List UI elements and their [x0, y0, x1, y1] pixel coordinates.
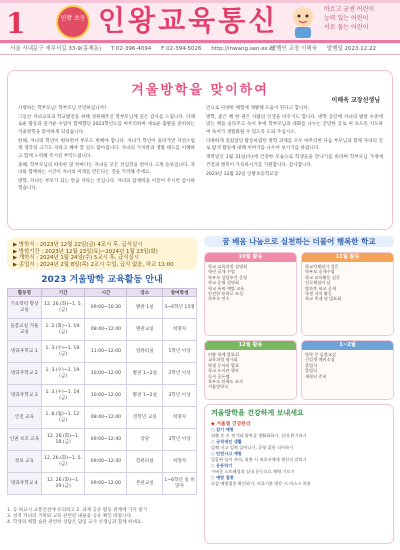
table-cell: 1~6학년 일 희망자: [163, 473, 197, 495]
health-tip-heading: ○ 예방 접종: [211, 475, 234, 480]
health-subtitle: ◆ 겨울철 건강관리: [211, 422, 251, 427]
activity-item: 겨울방학식: [208, 384, 229, 390]
activity-block-label: 11월 활동: [302, 253, 393, 262]
health-body: [211, 427, 389, 487]
table-cell: 12. 26.(화)~1. 5.(금): [41, 451, 85, 473]
header-bottom-stripe: [0, 40, 400, 43]
table-cell: 08:40~12:40: [85, 407, 127, 429]
date-line: ▶ 방학식 : 2023년 12월 22일(금) 4교시 후, 급식실시: [13, 242, 143, 248]
activity-block: [204, 340, 297, 400]
article-paragraph: 방학, 좋은 책 한 권은 사람의 인생을 바꾸기도 합니다. 방학 동안에 자녀의 발달 수준에 맞는 책을 골라주고 독서 후에 학부모님과 대화를 나누는 간단한 글로 써 보도록 지도하여 독서가 생활화될 수 있도록 도와 주십시오.: [206, 115, 383, 135]
activity-item: 학년 공개 수업: [208, 269, 235, 275]
table-cell: 별관 1~2실: [127, 385, 163, 407]
activity-item: 교육과정 평가회: [208, 357, 238, 363]
activities-grid: [204, 252, 394, 402]
activity-list: [302, 350, 393, 381]
activity-item: 인왕 학예 발표회: [208, 352, 239, 357]
activity-item: 새학년 준비: [305, 373, 327, 379]
table-cell: 별관 1~2실: [127, 363, 163, 385]
schedule-header-row: [8, 289, 197, 297]
health-tip: [211, 439, 389, 451]
article-paragraph: 올해, 학부모님의 따뜻한 말 한마디는 자녀들 모든 선입견을 벗어나 크게 돋보입니다. 자녀와 함께하는 시간이 자녀의 미래를 만든다는 것을 기억해 주세요.: [18, 162, 195, 176]
article-right-column: [206, 105, 383, 225]
table-cell: 12. 26.(화)~1. 19.(금): [41, 429, 85, 451]
table-cell: 1. 3.(수)~1. 19.(금): [41, 341, 85, 363]
table-cell: 방과후학교 2: [8, 363, 42, 385]
activity-item: 학생 동아리 발표: [208, 362, 239, 368]
header-infobar: [0, 44, 400, 55]
activity-item: 학생 자치 활동: [305, 291, 332, 297]
health-tip-text: 가벼운 스트레칭과 실내 운동으로 체력 기르기: [211, 469, 295, 474]
activity-item: 졸업식: [305, 362, 318, 368]
table-row: [8, 429, 197, 451]
article-byline: 이해욱 교장선생님: [331, 97, 380, 104]
activity-item: 학부모 연수: [208, 296, 230, 302]
activity-item: 학교 폭력 예방 교육: [208, 285, 245, 291]
table-cell: 1. 8.(월)~1. 12.(금): [41, 407, 85, 429]
article-paragraph: 인으로 다양한 체험에 제발해 도움이 된다고 합니다.: [206, 106, 310, 111]
table-cell: 컴퓨터실: [127, 451, 163, 473]
table-row: [8, 407, 197, 429]
table-row: [8, 319, 197, 341]
table-cell: 3~6학년 15명: [163, 297, 197, 319]
article-paragraph: 다양하게 길렀었던 활동하였던 방학 과제를 모두 마무리한 다음 부모님과 함께 자녀의 진로 탐색 활동에 대해 이야기를 나누어 보시기를 바랍니다.: [206, 138, 383, 152]
table-cell: 08:40~12:40: [85, 319, 127, 341]
activity-item: 종업식: [305, 368, 318, 374]
motto-line-1: 바르고 굳센 어린이: [324, 6, 375, 13]
table-cell: 희망자: [163, 451, 197, 473]
activity-block-label: 12월 활동: [205, 341, 296, 350]
health-tip-heading: ○ 감기 예방: [211, 427, 234, 432]
table-cell: 1학년 이상: [163, 341, 197, 363]
activity-block-label: 10월 활동: [205, 253, 296, 262]
activity-item: 학교 교육과정 설명회: [208, 264, 248, 269]
table-row: [8, 451, 197, 473]
activity-block: [301, 340, 394, 400]
principal-letter: [7, 70, 393, 230]
issue-number-logo: 1: [6, 7, 24, 40]
table-cell: 2학년 이상: [163, 363, 197, 385]
health-tip: [211, 451, 389, 463]
health-tip: [211, 463, 389, 475]
date-line: ▶ 종업식 : 2024년 2월 8일(목) 2교시 수업, 급식 없음, 하교 11:00: [13, 261, 174, 268]
school-badge: 인왕 초등: [56, 5, 90, 39]
article-paragraph: 한해, 자녀의 학년이 변하면서 부모도 변해야 합니다. 자녀가 학년이 올라가면 자연스럽게 생각의 크기도 자라고 해야 할 일도 많아집니다. 자녀의 가치관과 생활 태도를 이해하고 함께 노력해 주시길 부탁드립니다.: [18, 138, 195, 159]
table-cell: 12. 26.(화)~1. 5.(금): [41, 297, 85, 319]
activity-item: 신입생 예비소집: [305, 357, 335, 363]
health-tip-heading: ○ 규칙적인 생활: [211, 439, 242, 444]
health-tip: [211, 475, 389, 487]
health-tip-text: 외출 후 손 씻기와 양치질 생활화하기, 실내 환기하기: [211, 433, 307, 438]
health-tip-heading: ○ 안전사고 예방: [211, 451, 242, 456]
activity-item: 학교 축제 및 발표회: [305, 296, 342, 302]
article-paragraph: 사랑하는 학부모님! 학부모님 안녕하십니까?: [18, 106, 107, 111]
table-cell: 10:00~12:00: [85, 385, 127, 407]
table-row: [8, 341, 197, 363]
article-paragraph: 방학, 자녀는 부모가 되는 만큼 자라는 것입니다. 자녀의 잠재력을 이끌어 주시면 감사하겠습니다.: [18, 179, 195, 192]
table-cell: 09:00~12:40: [85, 429, 127, 451]
schedule-header-cell: 활동명: [8, 289, 42, 297]
activity-item: 학교 도서관 행사: [208, 368, 239, 374]
table-cell: 별관교실: [127, 319, 163, 341]
table-cell: 정보 교육: [8, 451, 42, 473]
date-line: ▶ 방학기간 : 2023년 12월 23일(토)~2024년 1월 23일(화): [13, 248, 158, 255]
schedule-title: 2023 겨울방학 교육활동 안내: [41, 275, 163, 285]
table-row: [8, 297, 197, 319]
table-cell: 3학년 이상: [163, 429, 197, 451]
health-title: 겨울방학을 건강하게 보내세요: [211, 409, 304, 417]
activity-list: [205, 350, 296, 392]
vacation-dates-box: [7, 238, 197, 270]
table-cell: 09:00~12:40: [85, 451, 127, 473]
health-tip-text: 일찍 자고 일찍 일어나기, 균형 잡힌 식사하기: [211, 445, 294, 450]
table-cell: 기초학력 향상교실: [8, 297, 42, 319]
school-address: 서울 서대문구 세무서길 33-9(홍제동): [10, 46, 102, 52]
activity-item: 학교 교육활동 설문: [305, 274, 341, 280]
activity-item: 학교자체평가 설문: [305, 264, 339, 269]
activity-item: 안전한 통학로 조성: [208, 291, 244, 297]
activity-item: 학부모 상담주간 운영: [208, 274, 248, 280]
activity-block-label: 1~2월: [302, 341, 393, 350]
table-cell: 방과후학교 4: [8, 473, 42, 495]
table-cell: 전학년 교실: [127, 407, 163, 429]
activity-item: 학부모 만족도 조사: [208, 379, 244, 385]
article-signature: 2023년 12월 22일 인왕초등학교장: [206, 171, 279, 177]
schedule-header-cell: 기간: [41, 289, 85, 297]
school-motto: [324, 4, 394, 31]
table-cell: 09:00~12:00: [85, 473, 127, 495]
activity-item: 학부모 공개수업: [305, 269, 335, 275]
table-cell: 12. 26.(화)~1. 19.(금): [41, 473, 85, 495]
table-cell: 강당: [127, 429, 163, 451]
note-line: 4. 학생의 체험 습관 관련한 상담은 담임 교사 선생님과 함께 하세요.: [7, 520, 143, 525]
table-cell: 방과후학교 1: [8, 341, 42, 363]
article-left-column: [18, 105, 195, 225]
schedule-header-cell: 시간: [85, 289, 127, 297]
table-cell: 10:00~12:00: [85, 363, 127, 385]
school-tel: T 02-396-4094: [110, 46, 152, 52]
note-line: 1. 등 하교시 교통안전에 유의하고 2. 과제 공유 활동 관계에 가지 말기: [7, 508, 148, 513]
table-row: [8, 363, 197, 385]
date-line: ▶ 개학식 : 2024년 1월 24일(수) 5교시 후, 급식실시: [13, 255, 139, 262]
table-cell: 돌봄교실 겨울교실: [8, 319, 42, 341]
article-paragraph: 개학일인 1월 31일(수)에 건강한 모습으로 학생들을 만나기를 바라며 학부모님 가정에 건강과 행복이 가득하시기를 기원합니다. 감사합니다.: [206, 155, 383, 168]
schedule-table: [7, 288, 197, 495]
motto-line-3: 서로 돕는 어린이: [324, 24, 369, 31]
health-tip: [211, 427, 389, 439]
activity-item: 방학 중 돌봄교실: [305, 352, 336, 357]
newsletter-header: [0, 0, 400, 44]
article-paragraph: 그동안 자녀교육과 학교발전을 위해 성원해주신 학부모님께 깊은 감사를 드립니다. 다채로운 활동과 즐거운 수업이 함께했던 2023학년도를 마무리하며 새로운 출발을 준비하는 겨울방학을 맞이하게 되었습니다.: [18, 115, 195, 135]
publish-info: [271, 44, 384, 55]
table-cell: 인권 보호 교육: [8, 429, 42, 451]
table-cell: 희망자: [163, 319, 197, 341]
table-cell: 별관 1실: [127, 297, 163, 319]
health-tip-text: 독감 예방접종 확인하기, 의료기관 방문 시 마스크 착용: [211, 481, 311, 486]
health-tip-heading: ○ 운동하기: [211, 463, 233, 468]
article-title: 겨울방학을 맞이하여: [131, 83, 269, 98]
publish-date: 발행일 2023.12.22: [326, 46, 376, 52]
health-tips-box: [204, 404, 394, 544]
table-row: [8, 473, 197, 495]
table-cell: 1. 3.(수)~1. 19.(금): [41, 363, 85, 385]
school-activities-title: 꿈 배움 나눔으로 실천하는 더불어 행복한 학교: [204, 236, 394, 247]
activity-list: [205, 262, 296, 304]
activity-block: [204, 252, 297, 336]
note-line: 3. 성적 자녀의 거취와 교육 관련된 내용을 공유 확인 바랍니다.: [7, 514, 133, 519]
activity-list: [302, 262, 393, 304]
table-cell: 본관교실: [127, 473, 163, 495]
schedule-notes: [7, 508, 197, 526]
activity-item: 학교 운영 설명회: [208, 280, 239, 286]
table-cell: 안전 교육: [8, 407, 42, 429]
table-cell: 09:00~10:30: [85, 297, 127, 319]
publisher: 발행인 교장 이해욱: [271, 46, 318, 52]
school-fax: F 02-394-5026: [161, 46, 202, 52]
newsletter-title: 인왕교육통신: [98, 4, 279, 37]
activity-block: [301, 252, 394, 336]
table-cell: 1. 2.(화)~1. 19.(금): [41, 319, 85, 341]
health-tip-text: 얼음판 놀이 주의, 외출 시 보호자에게 행선지 알리기: [211, 457, 307, 462]
schedule-header-cell: 장소: [127, 289, 163, 297]
schedule-header-cell: 참여학생: [163, 289, 197, 297]
table-cell: 컴퓨터실: [127, 341, 163, 363]
table-cell: 희망자: [163, 407, 197, 429]
table-row: [8, 385, 197, 407]
mascot-icon: [286, 3, 320, 39]
activity-item: 방과후 학교 공개: [305, 285, 336, 291]
school-homepage[interactable]: http://inwang.sen.es.kr: [211, 46, 275, 52]
table-cell: 11:00~12:00: [85, 341, 127, 363]
table-cell: 방과후학교 3: [8, 385, 42, 407]
activity-item: 독서 골든벨: [208, 373, 230, 379]
table-cell: 1. 3.(수)~1. 19.(금): [41, 385, 85, 407]
table-cell: 3학년 이상: [163, 385, 197, 407]
activity-item: 진로체험의 날: [305, 280, 331, 286]
motto-line-2: 능력 있는 어린이: [324, 15, 369, 22]
